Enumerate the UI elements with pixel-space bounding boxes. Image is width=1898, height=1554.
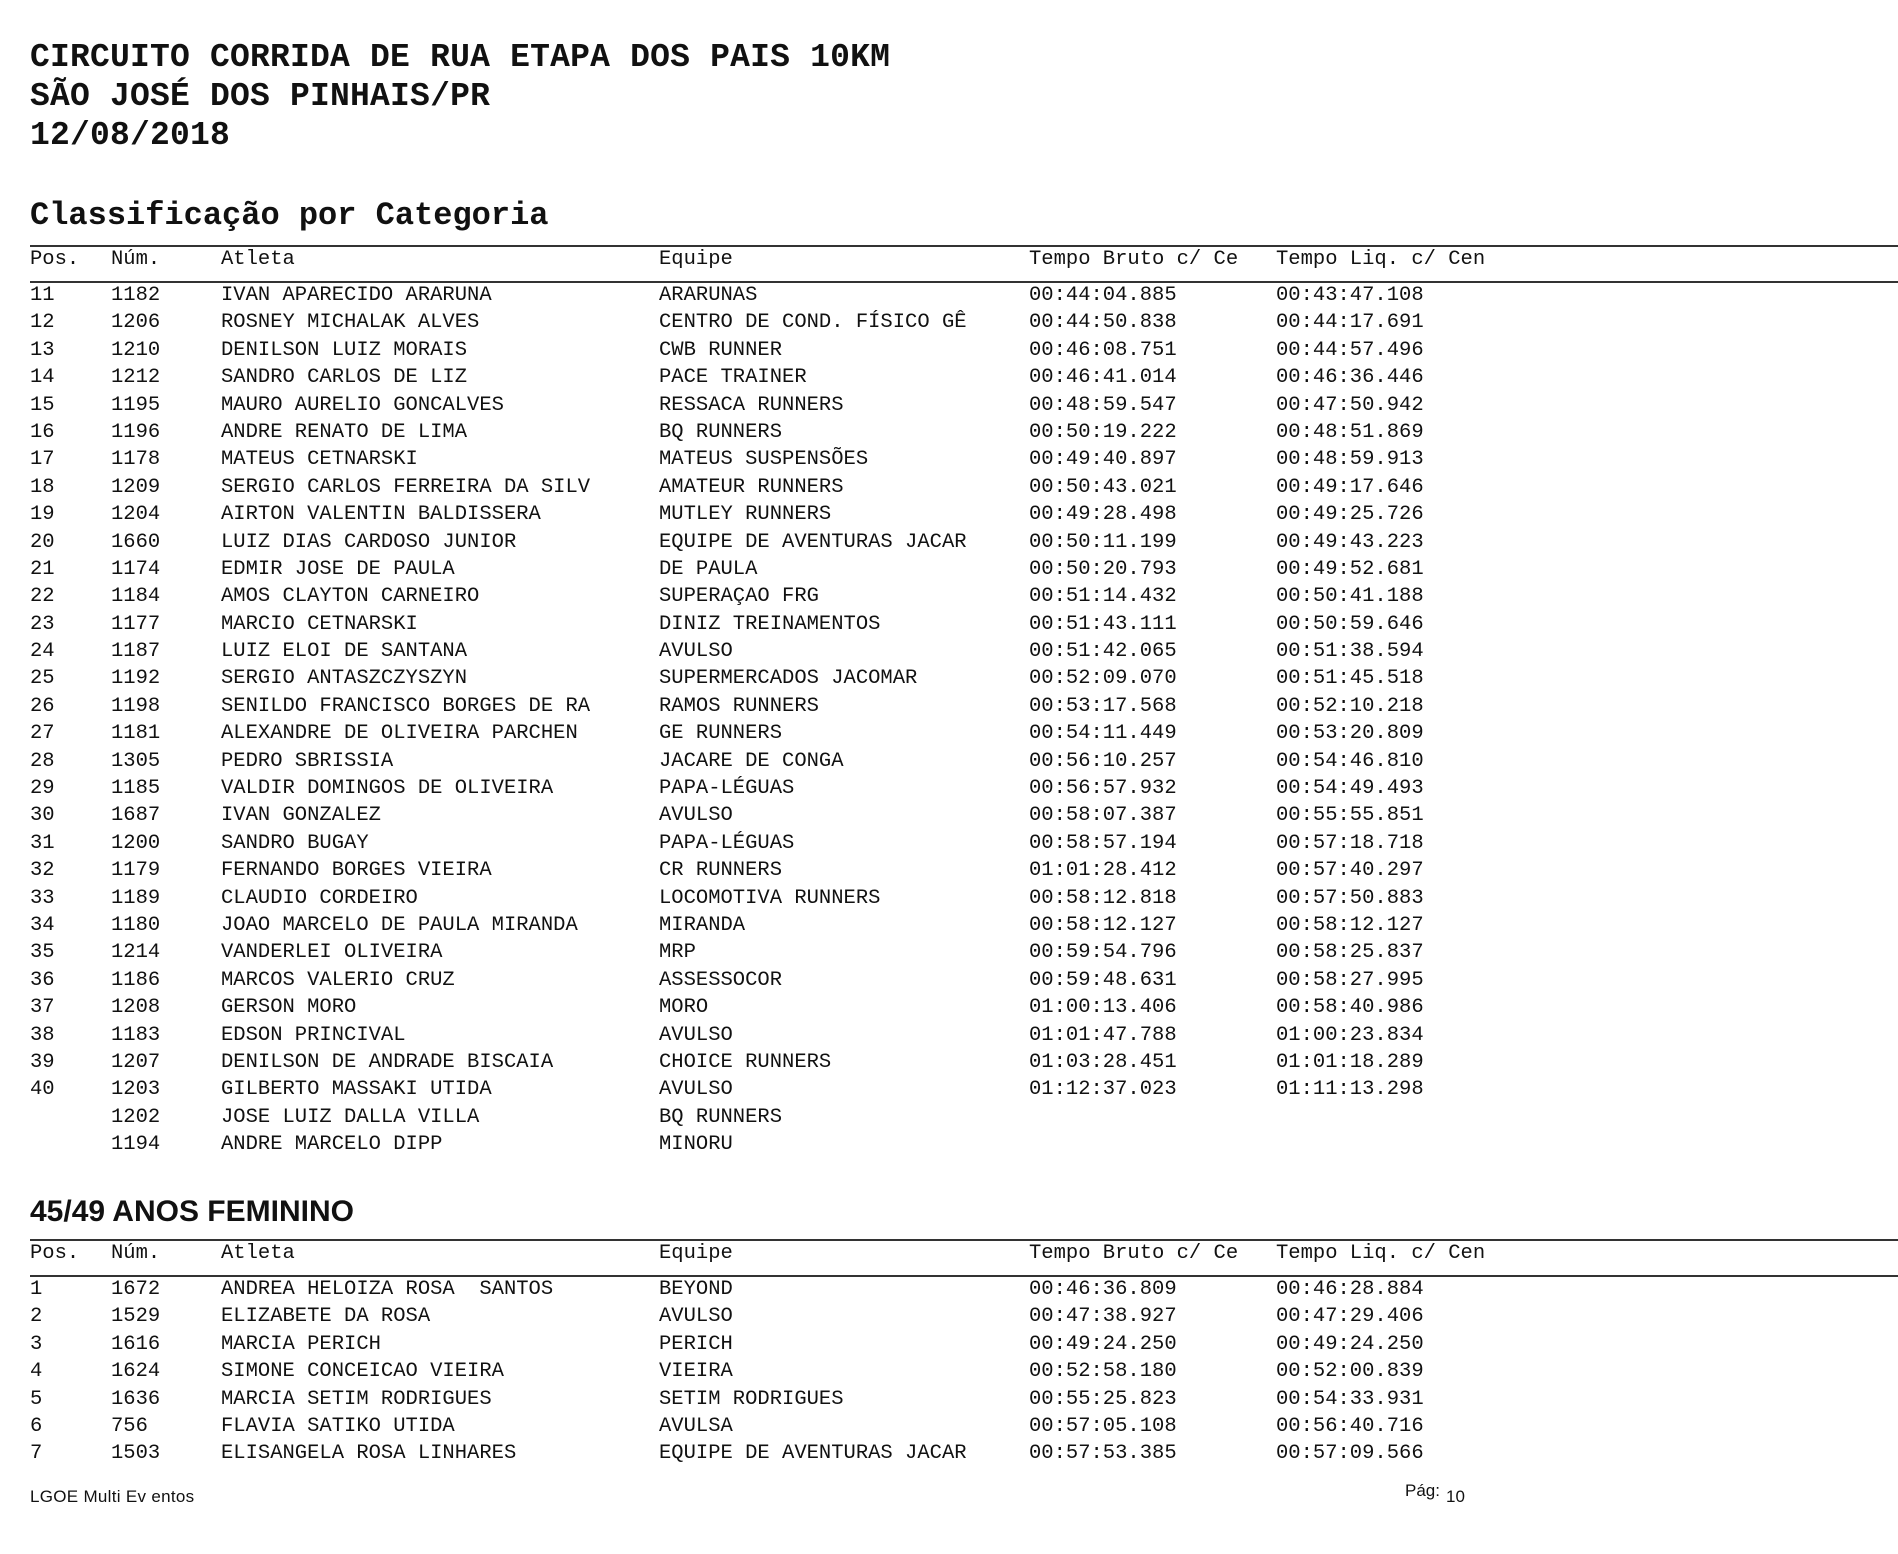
cell-pos: 23 xyxy=(30,612,55,636)
cell-atleta: SERGIO CARLOS FERREIRA DA SILV xyxy=(221,475,591,499)
cell-num: 1184 xyxy=(111,585,161,609)
cell-equipe: ARARUNAS xyxy=(659,284,758,307)
cell-tempo-liq: 00:47:29.406 xyxy=(1276,1305,1424,1329)
cell-tempo-bruto: 01:00:13.406 xyxy=(1029,996,1177,1020)
cell-num: 1185 xyxy=(111,777,161,801)
cell-pos: 37 xyxy=(30,996,55,1020)
event-title: CIRCUITO CORRIDA DE RUA ETAPA DOS PAIS 10KM xyxy=(30,39,891,76)
cell-num: 1182 xyxy=(111,284,161,307)
cell-tempo-bruto: 00:49:28.498 xyxy=(1029,503,1177,527)
cell-equipe: AVULSA xyxy=(659,1414,733,1438)
cell-pos: 11 xyxy=(30,284,55,307)
cell-num: 1208 xyxy=(111,996,161,1020)
cell-tempo-liq: 00:54:46.810 xyxy=(1276,749,1424,773)
cell-tempo-liq: 00:48:59.913 xyxy=(1276,448,1424,472)
table-row xyxy=(0,638,1898,665)
table-row xyxy=(0,337,1898,364)
cell-equipe: BQ RUNNERS xyxy=(659,420,783,444)
cell-atleta: ANDRE MARCELO DIPP xyxy=(221,1133,443,1157)
cell-pos: 13 xyxy=(30,338,55,362)
cell-atleta: ELIZABETE DA ROSA xyxy=(221,1305,431,1329)
event-location: SÃO JOSÉ DOS PINHAIS/PR xyxy=(30,78,491,115)
cell-num: 1207 xyxy=(111,1050,161,1074)
cell-num: 1212 xyxy=(111,366,161,390)
cell-tempo-bruto: 00:56:57.932 xyxy=(1029,777,1177,801)
cell-tempo-liq: 00:47:50.942 xyxy=(1276,393,1424,417)
cell-tempo-liq: 00:58:12.127 xyxy=(1276,913,1424,937)
cell-tempo-liq: 00:57:09.566 xyxy=(1276,1442,1424,1466)
cell-num: 1180 xyxy=(111,913,161,937)
table-row xyxy=(0,583,1898,610)
cell-atleta: MARCIA PERICH xyxy=(221,1332,381,1356)
cell-pos: 17 xyxy=(30,448,55,472)
cell-equipe: PAPA-LÉGUAS xyxy=(659,777,795,801)
cell-pos: 5 xyxy=(30,1387,43,1411)
cell-atleta: MARCOS VALERIO CRUZ xyxy=(221,968,455,992)
cell-atleta: ANDRE RENATO DE LIMA xyxy=(221,420,468,444)
table-row xyxy=(0,611,1898,638)
cell-num: 1198 xyxy=(111,694,161,718)
cell-num: 1636 xyxy=(111,1387,161,1411)
cell-tempo-bruto: 00:58:57.194 xyxy=(1029,831,1177,855)
cell-pos: 20 xyxy=(30,530,55,554)
cell-pos: 34 xyxy=(30,913,55,937)
cell-atleta: LUIZ DIAS CARDOSO JUNIOR xyxy=(221,530,517,554)
cell-num: 1178 xyxy=(111,448,161,472)
cell-tempo-bruto: 00:51:42.065 xyxy=(1029,640,1177,664)
cell-pos: 30 xyxy=(30,804,55,828)
cell-tempo-bruto: 00:57:53.385 xyxy=(1029,1442,1177,1466)
cell-atleta: GERSON MORO xyxy=(221,996,357,1020)
table-row xyxy=(0,474,1898,501)
cell-atleta: PEDRO SBRISSIA xyxy=(221,749,394,773)
cell-equipe: MINORU xyxy=(659,1133,733,1157)
table-row xyxy=(0,446,1898,473)
cell-equipe: SUPERAÇAO FRG xyxy=(659,585,819,609)
cell-tempo-liq: 01:01:18.289 xyxy=(1276,1050,1424,1074)
cell-atleta: LUIZ ELOI DE SANTANA xyxy=(221,640,468,664)
cell-atleta: CLAUDIO CORDEIRO xyxy=(221,886,418,910)
cell-tempo-bruto: 00:53:17.568 xyxy=(1029,694,1177,718)
cell-pos: 6 xyxy=(30,1414,43,1438)
cell-tempo-liq: 00:46:28.884 xyxy=(1276,1278,1424,1301)
cell-equipe: PERICH xyxy=(659,1332,733,1356)
cell-num: 1200 xyxy=(111,831,161,855)
cell-num: 1214 xyxy=(111,941,161,965)
cell-atleta: DENILSON LUIZ MORAIS xyxy=(221,338,468,362)
table-row xyxy=(0,501,1898,528)
cell-tempo-liq: 00:51:38.594 xyxy=(1276,640,1424,664)
cell-num: 1660 xyxy=(111,530,161,554)
cell-tempo-bruto: 01:12:37.023 xyxy=(1029,1078,1177,1102)
table-row xyxy=(0,665,1898,692)
cell-tempo-liq: 00:46:36.446 xyxy=(1276,366,1424,390)
cell-equipe: CHOICE RUNNERS xyxy=(659,1050,832,1074)
table-row xyxy=(0,1331,1898,1358)
cell-num: 1210 xyxy=(111,338,161,362)
table-row xyxy=(0,775,1898,802)
cell-equipe: AVULSO xyxy=(659,1078,733,1102)
footer-organizer: LGOE Multi Ev entos xyxy=(30,1487,195,1506)
cell-tempo-liq: 00:58:40.986 xyxy=(1276,996,1424,1020)
cell-atleta: MARCIO CETNARSKI xyxy=(221,612,418,636)
cell-equipe: ASSESSOCOR xyxy=(659,968,783,992)
cell-tempo-bruto: 00:52:58.180 xyxy=(1029,1360,1177,1384)
cell-pos: 1 xyxy=(30,1278,43,1301)
cell-num: 1206 xyxy=(111,311,161,335)
col-header-pos: Pos. xyxy=(30,1242,80,1265)
cell-equipe: BEYOND xyxy=(659,1278,733,1301)
cell-tempo-bruto: 01:01:28.412 xyxy=(1029,859,1177,883)
table1-header xyxy=(0,245,1898,275)
cell-equipe: DINIZ TREINAMENTOS xyxy=(659,612,881,636)
table-row xyxy=(0,857,1898,884)
cell-atleta: DENILSON DE ANDRADE BISCAIA xyxy=(221,1050,554,1074)
table-row xyxy=(0,392,1898,419)
cell-pos: 16 xyxy=(30,420,55,444)
cell-tempo-bruto: 00:48:59.547 xyxy=(1029,393,1177,417)
table2-header xyxy=(0,1239,1898,1269)
cell-pos: 29 xyxy=(30,777,55,801)
cell-num: 756 xyxy=(111,1414,148,1438)
cell-tempo-liq: 00:49:52.681 xyxy=(1276,557,1424,581)
cell-equipe: PAPA-LÉGUAS xyxy=(659,831,795,855)
cell-tempo-bruto: 00:56:10.257 xyxy=(1029,749,1177,773)
cell-tempo-liq: 00:54:49.493 xyxy=(1276,777,1424,801)
cell-equipe: MRP xyxy=(659,941,696,965)
cell-num: 1305 xyxy=(111,749,161,773)
cell-atleta: EDMIR JOSE DE PAULA xyxy=(221,557,455,581)
cell-atleta: ROSNEY MICHALAK ALVES xyxy=(221,311,480,335)
table-row xyxy=(0,1022,1898,1049)
cell-atleta: MAURO AURELIO GONCALVES xyxy=(221,393,504,417)
cell-tempo-bruto: 00:51:43.111 xyxy=(1029,612,1177,636)
cell-pos: 28 xyxy=(30,749,55,773)
col-header-equipe: Equipe xyxy=(659,1242,733,1265)
cell-tempo-bruto: 00:46:08.751 xyxy=(1029,338,1177,362)
cell-atleta: FERNANDO BORGES VIEIRA xyxy=(221,859,492,883)
table-row xyxy=(0,419,1898,446)
cell-tempo-liq: 00:58:27.995 xyxy=(1276,968,1424,992)
cell-tempo-bruto: 00:59:54.796 xyxy=(1029,941,1177,965)
cell-atleta: SENILDO FRANCISCO BORGES DE RA xyxy=(221,694,591,718)
cell-num: 1195 xyxy=(111,393,161,417)
cell-tempo-liq: 00:58:25.837 xyxy=(1276,941,1424,965)
cell-atleta: SERGIO ANTASZCZYSZYN xyxy=(221,667,468,691)
table-row xyxy=(0,1413,1898,1440)
cell-tempo-bruto: 00:50:43.021 xyxy=(1029,475,1177,499)
cell-num: 1503 xyxy=(111,1442,161,1466)
cell-num: 1529 xyxy=(111,1305,161,1329)
cell-tempo-liq: 00:57:40.297 xyxy=(1276,859,1424,883)
table-row xyxy=(0,1386,1898,1413)
table-row xyxy=(0,1076,1898,1103)
cell-equipe: DE PAULA xyxy=(659,557,758,581)
table-row xyxy=(0,720,1898,747)
cell-tempo-bruto: 00:47:38.927 xyxy=(1029,1305,1177,1329)
cell-equipe: VIEIRA xyxy=(659,1360,733,1384)
col-header-tempo-bruto: Tempo Bruto c/ Ce xyxy=(1029,248,1239,271)
cell-tempo-liq: 00:51:45.518 xyxy=(1276,667,1424,691)
cell-tempo-liq: 01:00:23.834 xyxy=(1276,1023,1424,1047)
cell-tempo-bruto: 00:55:25.823 xyxy=(1029,1387,1177,1411)
cell-equipe: PACE TRAINER xyxy=(659,366,807,390)
table-row xyxy=(0,1276,1898,1303)
table-row xyxy=(0,885,1898,912)
table-row xyxy=(0,912,1898,939)
cell-pos: 18 xyxy=(30,475,55,499)
cell-tempo-liq: 00:50:59.646 xyxy=(1276,612,1424,636)
cell-pos: 35 xyxy=(30,941,55,965)
cell-num: 1672 xyxy=(111,1278,161,1301)
cell-atleta: GILBERTO MASSAKI UTIDA xyxy=(221,1078,492,1102)
cell-pos: 19 xyxy=(30,503,55,527)
table-row xyxy=(0,1049,1898,1076)
col-header-num: Núm. xyxy=(111,248,161,271)
table-row xyxy=(0,309,1898,336)
cell-tempo-bruto: 00:52:09.070 xyxy=(1029,667,1177,691)
cell-pos: 38 xyxy=(30,1023,55,1047)
table-row xyxy=(0,748,1898,775)
col-header-num: Núm. xyxy=(111,1242,161,1265)
table-row xyxy=(0,1440,1898,1467)
cell-num: 1179 xyxy=(111,859,161,883)
cell-pos: 24 xyxy=(30,640,55,664)
cell-tempo-bruto: 00:46:41.014 xyxy=(1029,366,1177,390)
cell-tempo-bruto: 00:49:40.897 xyxy=(1029,448,1177,472)
table-row xyxy=(0,1358,1898,1385)
cell-tempo-bruto: 00:58:07.387 xyxy=(1029,804,1177,828)
cell-pos: 14 xyxy=(30,366,55,390)
table-row xyxy=(0,529,1898,556)
cell-equipe: MIRANDA xyxy=(659,913,746,937)
footer-page xyxy=(1405,1481,1465,1506)
cell-equipe: MATEUS SUSPENSÕES xyxy=(659,448,869,472)
cell-tempo-liq: 00:56:40.716 xyxy=(1276,1414,1424,1438)
cell-pos: 27 xyxy=(30,722,55,746)
cell-tempo-liq: 00:57:50.883 xyxy=(1276,886,1424,910)
cell-pos: 4 xyxy=(30,1360,43,1384)
table-row xyxy=(0,994,1898,1021)
cell-num: 1194 xyxy=(111,1133,161,1157)
section-title: Classificação por Categoria xyxy=(30,197,549,234)
cell-tempo-bruto: 01:03:28.451 xyxy=(1029,1050,1177,1074)
cell-tempo-bruto: 00:58:12.127 xyxy=(1029,913,1177,937)
cell-num: 1183 xyxy=(111,1023,161,1047)
cell-num: 1202 xyxy=(111,1105,161,1129)
col-header-atleta: Atleta xyxy=(221,1242,295,1265)
table2-body xyxy=(0,1276,1898,1468)
cell-tempo-liq: 00:49:24.250 xyxy=(1276,1332,1424,1356)
cell-tempo-bruto: 00:44:04.885 xyxy=(1029,284,1177,307)
cell-num: 1187 xyxy=(111,640,161,664)
cell-tempo-liq: 00:54:33.931 xyxy=(1276,1387,1424,1411)
table1-body xyxy=(0,282,1898,1159)
table-row xyxy=(0,556,1898,583)
event-date: 12/08/2018 xyxy=(30,117,231,154)
cell-pos: 36 xyxy=(30,968,55,992)
cell-num: 1209 xyxy=(111,475,161,499)
cell-equipe: MUTLEY RUNNERS xyxy=(659,503,832,527)
cell-equipe: AVULSO xyxy=(659,640,733,664)
table-row xyxy=(0,830,1898,857)
cell-tempo-liq: 00:52:10.218 xyxy=(1276,694,1424,718)
cell-pos: 12 xyxy=(30,311,55,335)
cell-tempo-bruto: 01:01:47.788 xyxy=(1029,1023,1177,1047)
cell-atleta: JOAO MARCELO DE PAULA MIRANDA xyxy=(221,913,578,937)
cell-tempo-liq: 00:43:47.108 xyxy=(1276,284,1424,307)
cell-equipe: GE RUNNERS xyxy=(659,722,783,746)
cell-atleta: SIMONE CONCEICAO VIEIRA xyxy=(221,1360,504,1384)
report-title-block xyxy=(30,38,890,155)
cell-equipe: RESSACA RUNNERS xyxy=(659,393,844,417)
cell-num: 1687 xyxy=(111,804,161,828)
cell-tempo-bruto: 00:59:48.631 xyxy=(1029,968,1177,992)
table-row xyxy=(0,1104,1898,1131)
cell-tempo-liq: 00:55:55.851 xyxy=(1276,804,1424,828)
cell-equipe: CWB RUNNER xyxy=(659,338,783,362)
col-header-tempo-bruto: Tempo Bruto c/ Ce xyxy=(1029,1242,1239,1265)
cell-equipe: CENTRO DE COND. FÍSICO GÊ xyxy=(659,311,967,335)
cell-tempo-liq: 00:49:25.726 xyxy=(1276,503,1424,527)
cell-atleta: VANDERLEI OLIVEIRA xyxy=(221,941,443,965)
table-row xyxy=(0,282,1898,309)
cell-tempo-liq: 00:44:57.496 xyxy=(1276,338,1424,362)
col-header-atleta: Atleta xyxy=(221,248,295,271)
cell-atleta: AIRTON VALENTIN BALDISSERA xyxy=(221,503,541,527)
cell-equipe: JACARE DE CONGA xyxy=(659,749,844,773)
cell-equipe: AMATEUR RUNNERS xyxy=(659,475,844,499)
cell-equipe: EQUIPE DE AVENTURAS JACAR xyxy=(659,530,967,554)
cell-pos: 22 xyxy=(30,585,55,609)
col-header-equipe: Equipe xyxy=(659,248,733,271)
cell-atleta: SANDRO BUGAY xyxy=(221,831,369,855)
page-label: Pág: xyxy=(1405,1481,1440,1500)
cell-atleta: IVAN APARECIDO ARARUNA xyxy=(221,284,492,307)
cell-equipe: LOCOMOTIVA RUNNERS xyxy=(659,886,881,910)
cell-tempo-bruto: 00:50:11.199 xyxy=(1029,530,1177,554)
col-header-tempo-liq: Tempo Liq. c/ Cen xyxy=(1276,1242,1486,1265)
cell-tempo-liq: 00:52:00.839 xyxy=(1276,1360,1424,1384)
cell-num: 1181 xyxy=(111,722,161,746)
cell-tempo-bruto: 00:50:20.793 xyxy=(1029,557,1177,581)
cell-atleta: AMOS CLAYTON CARNEIRO xyxy=(221,585,480,609)
cell-pos: 26 xyxy=(30,694,55,718)
cell-tempo-bruto: 00:58:12.818 xyxy=(1029,886,1177,910)
cell-atleta: ELISANGELA ROSA LINHARES xyxy=(221,1442,517,1466)
cell-equipe: CR RUNNERS xyxy=(659,859,783,883)
cell-tempo-liq: 00:57:18.718 xyxy=(1276,831,1424,855)
table-row xyxy=(0,693,1898,720)
cell-atleta: ANDREA HELOIZA ROSA SANTOS xyxy=(221,1278,554,1301)
cell-equipe: BQ RUNNERS xyxy=(659,1105,783,1129)
table-row xyxy=(0,967,1898,994)
cell-pos: 39 xyxy=(30,1050,55,1074)
cell-tempo-liq: 00:49:17.646 xyxy=(1276,475,1424,499)
cell-equipe: AVULSO xyxy=(659,804,733,828)
cell-tempo-bruto: 00:54:11.449 xyxy=(1029,722,1177,746)
table-row xyxy=(0,1303,1898,1330)
cell-atleta: MARCIA SETIM RODRIGUES xyxy=(221,1387,492,1411)
cell-pos: 32 xyxy=(30,859,55,883)
cell-pos: 3 xyxy=(30,1332,43,1356)
cell-num: 1177 xyxy=(111,612,161,636)
cell-tempo-liq: 00:53:20.809 xyxy=(1276,722,1424,746)
cell-tempo-liq: 00:44:17.691 xyxy=(1276,311,1424,335)
category-title: 45/49 ANOS FEMININO xyxy=(30,1195,354,1228)
cell-equipe: SETIM RODRIGUES xyxy=(659,1387,844,1411)
col-header-tempo-liq: Tempo Liq. c/ Cen xyxy=(1276,248,1486,271)
cell-tempo-liq: 00:48:51.869 xyxy=(1276,420,1424,444)
cell-atleta: EDSON PRINCIVAL xyxy=(221,1023,406,1047)
cell-num: 1196 xyxy=(111,420,161,444)
cell-tempo-bruto: 00:50:19.222 xyxy=(1029,420,1177,444)
cell-tempo-bruto: 00:44:50.838 xyxy=(1029,311,1177,335)
cell-num: 1174 xyxy=(111,557,161,581)
cell-equipe: EQUIPE DE AVENTURAS JACAR xyxy=(659,1442,967,1466)
cell-atleta: IVAN GONZALEZ xyxy=(221,804,381,828)
cell-pos: 21 xyxy=(30,557,55,581)
cell-num: 1204 xyxy=(111,503,161,527)
cell-equipe: SUPERMERCADOS JACOMAR xyxy=(659,667,918,691)
cell-num: 1186 xyxy=(111,968,161,992)
cell-pos: 2 xyxy=(30,1305,43,1329)
cell-atleta: VALDIR DOMINGOS DE OLIVEIRA xyxy=(221,777,554,801)
cell-num: 1189 xyxy=(111,886,161,910)
cell-atleta: SANDRO CARLOS DE LIZ xyxy=(221,366,468,390)
cell-num: 1624 xyxy=(111,1360,161,1384)
cell-equipe: MORO xyxy=(659,996,709,1020)
table-row xyxy=(0,1131,1898,1158)
cell-equipe: AVULSO xyxy=(659,1305,733,1329)
cell-atleta: ALEXANDRE DE OLIVEIRA PARCHEN xyxy=(221,722,578,746)
col-header-pos: Pos. xyxy=(30,248,80,271)
cell-tempo-liq: 00:49:43.223 xyxy=(1276,530,1424,554)
cell-tempo-bruto: 00:46:36.809 xyxy=(1029,1278,1177,1301)
cell-pos: 33 xyxy=(30,886,55,910)
cell-atleta: MATEUS CETNARSKI xyxy=(221,448,418,472)
cell-tempo-bruto: 00:57:05.108 xyxy=(1029,1414,1177,1438)
cell-tempo-liq: 00:50:41.188 xyxy=(1276,585,1424,609)
table-row xyxy=(0,364,1898,391)
cell-equipe: AVULSO xyxy=(659,1023,733,1047)
table-row xyxy=(0,802,1898,829)
page-number: 10 xyxy=(1445,1487,1465,1506)
cell-pos: 15 xyxy=(30,393,55,417)
cell-pos: 31 xyxy=(30,831,55,855)
cell-pos: 40 xyxy=(30,1078,55,1102)
table-row xyxy=(0,939,1898,966)
cell-tempo-bruto: 00:51:14.432 xyxy=(1029,585,1177,609)
cell-num: 1203 xyxy=(111,1078,161,1102)
cell-num: 1616 xyxy=(111,1332,161,1356)
cell-tempo-liq: 01:11:13.298 xyxy=(1276,1078,1424,1102)
cell-atleta: FLAVIA SATIKO UTIDA xyxy=(221,1414,455,1438)
cell-tempo-bruto: 00:49:24.250 xyxy=(1029,1332,1177,1356)
cell-pos: 25 xyxy=(30,667,55,691)
cell-num: 1192 xyxy=(111,667,161,691)
cell-atleta: JOSE LUIZ DALLA VILLA xyxy=(221,1105,480,1129)
cell-pos: 7 xyxy=(30,1442,43,1466)
cell-equipe: RAMOS RUNNERS xyxy=(659,694,819,718)
